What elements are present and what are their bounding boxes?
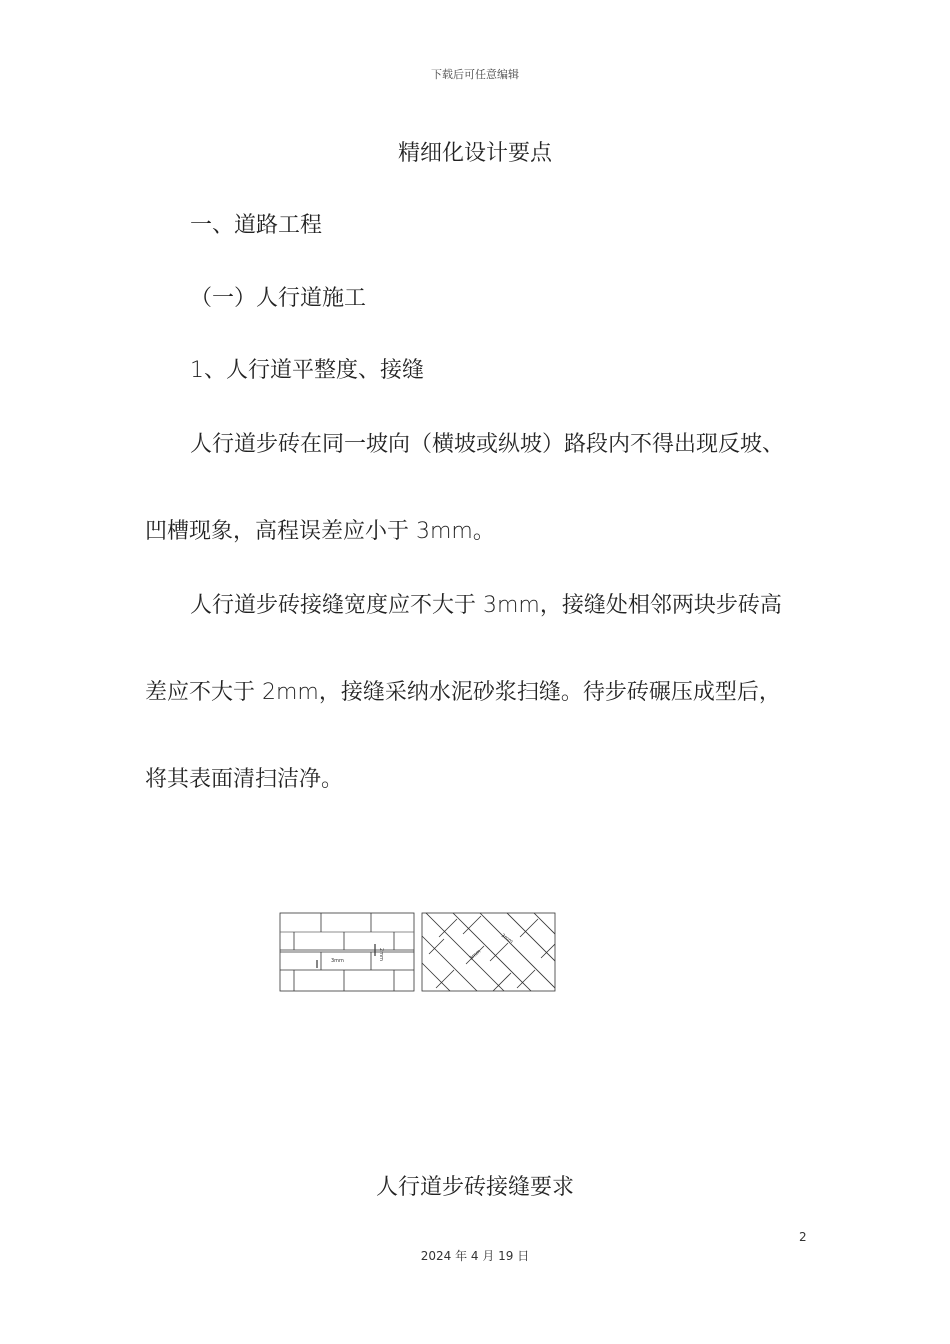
running-bond-pattern bbox=[280, 913, 414, 991]
brick-joint-figure bbox=[279, 912, 557, 992]
page-header: 下载后可任意编辑 bbox=[431, 68, 519, 81]
subsection-heading: （一）人行道施工 bbox=[190, 286, 367, 311]
item-heading: 1、人行道平整度、接缝 bbox=[190, 358, 424, 383]
joint-height-label: 2mm bbox=[378, 948, 384, 961]
page-footer-date: 2024 年 4 月 19 日 bbox=[420, 1249, 530, 1263]
paragraph-line: 凹槽现象，高程误差应小于 3mm。 bbox=[145, 519, 495, 544]
diagonal-bond-pattern bbox=[422, 912, 557, 992]
section-heading: 一、道路工程 bbox=[190, 213, 323, 238]
diagonal-joint-label-b: 3mm bbox=[468, 948, 483, 962]
figure-caption: 人行道步砖接缝要求 bbox=[375, 1175, 574, 1200]
page-number: 2 bbox=[799, 1230, 807, 1244]
paragraph-line: 人行道步砖接缝宽度应不大于 3mm，接缝处相邻两块步砖高 bbox=[190, 593, 782, 618]
paragraph-line: 将其表面清扫洁净。 bbox=[145, 767, 344, 792]
document-title: 精细化设计要点 bbox=[397, 141, 552, 166]
paragraph-line: 人行道步砖在同一坡向（横坡或纵坡）路段内不得出现反坡、 bbox=[190, 432, 785, 457]
joint-width-label: 3mm bbox=[331, 958, 344, 964]
diagonal-joint-label-a: 3mm bbox=[499, 932, 514, 946]
paragraph-line: 差应不大于 2mm，接缝采纳水泥砂浆扫缝。待步砖碾压成型后， bbox=[145, 680, 781, 705]
